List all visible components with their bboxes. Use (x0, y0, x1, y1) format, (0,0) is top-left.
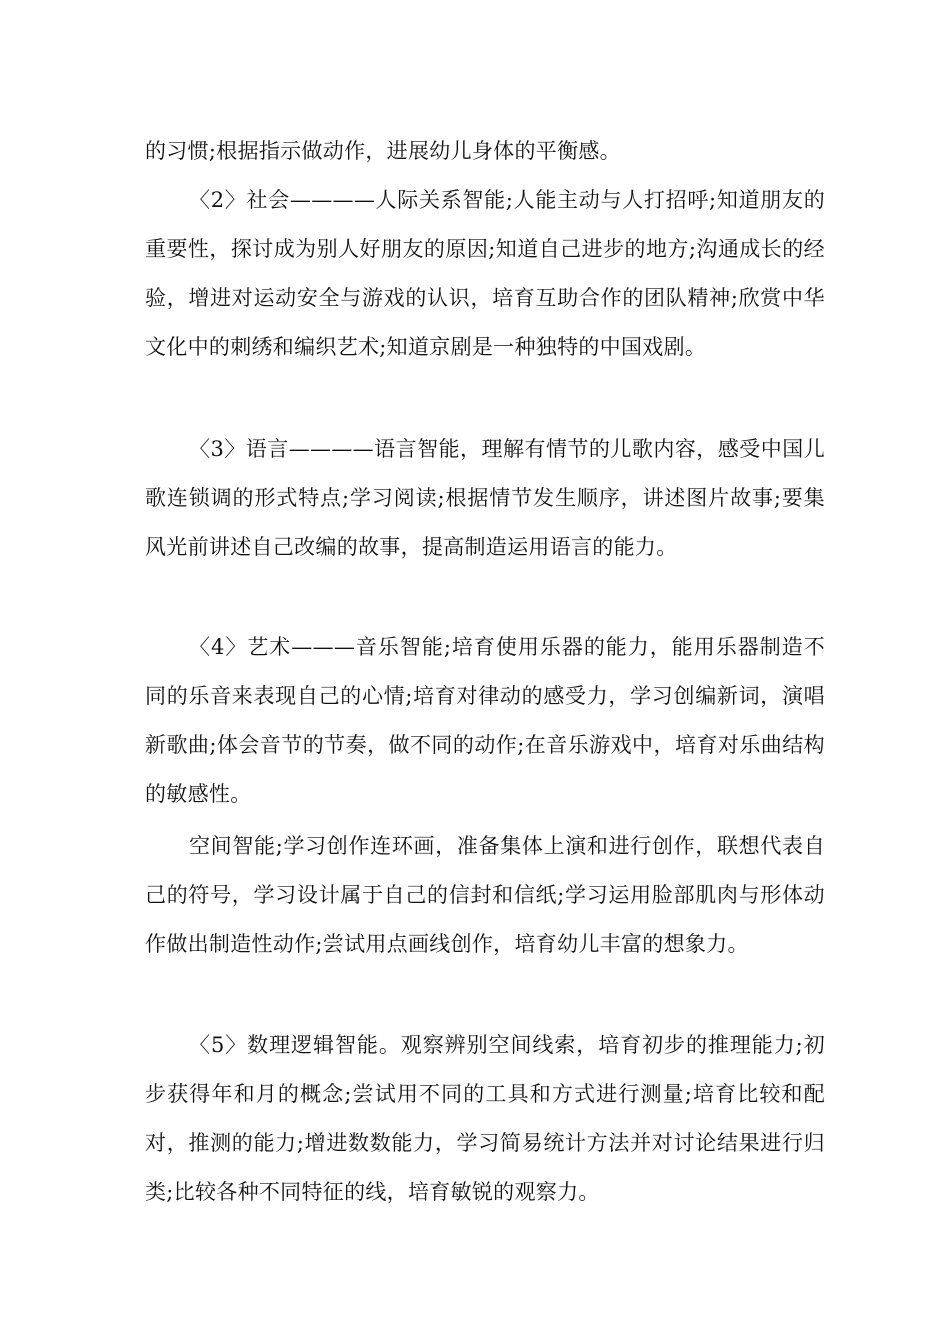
paragraph-art: 〈4〉艺术———音乐智能;培育使用乐器的能力，能用乐器制造不同的乐音来表现自己的心情;培育对律动的感受力，学习创编新词，演唱新歌曲;体会音节的节奏，做不同的动作;在音乐游戏中，培育对乐曲结构的敏感性。 (145, 635, 825, 806)
paragraph-block-3 (145, 425, 825, 572)
paragraph-block-6 (145, 1021, 825, 1217)
paragraph-block-4 (145, 623, 825, 819)
paragraph-block-5 (145, 822, 825, 969)
paragraph-language: 〈3〉语言————语言智能，理解有情节的儿歌内容，感受中国儿歌连锁调的形式特点;学习阅读;根据情节发生顺序，讲述图片故事;要集风光前讲述自己改编的故事，提高制造运用语言的能力。 (145, 437, 825, 559)
paragraph-block-1 (145, 127, 825, 176)
paragraph-block-2 (145, 176, 825, 372)
paragraph-social: 〈2〉社会————人际关系智能;人能主动与人打招呼;知道朋友的重要性，探讨成为别人好朋友的原因;知道自己进步的地方;沟通成长的经验，增进对运动安全与游戏的认识，培育互助合作的团队精神;欣赏中华文化中的刺绣和编织艺术;知道京剧是一种独特的中国戏剧。 (145, 188, 825, 359)
paragraph-logic: 〈5〉数理逻辑智能。观察辨别空间线索，培育初步的推理能力;初步获得年和月的概念;尝试用不同的工具和方式进行测量;培育比较和配对，推测的能力;增进数数能力，学习简易统计方法并对讨论结果进行归类;比较各种不同特征的线，培育敏锐的观察力。 (145, 1033, 825, 1204)
paragraph-spatial: 空间智能;学习创作连环画，准备集体上演和进行创作，联想代表自己的符号，学习设计属于自己的信封和信纸;学习运用脸部肌肉与形体动作做出制造性动作;尝试用点画线创作，培育幼儿丰富的想象力。 (145, 834, 825, 956)
paragraph-continuation: 的习惯;根据指示做动作，进展幼儿身体的平衡感。 (145, 139, 621, 163)
